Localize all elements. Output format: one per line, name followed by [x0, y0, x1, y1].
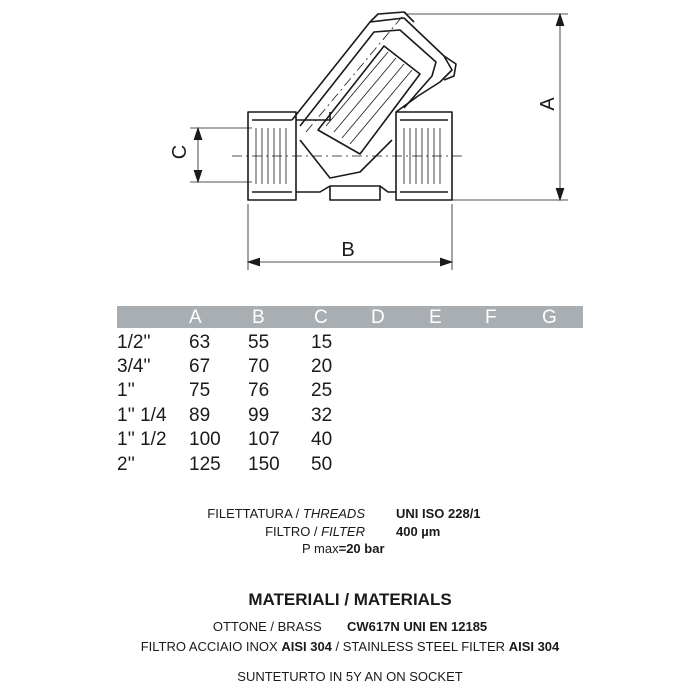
dimension-b-label: B	[341, 239, 355, 261]
c-cell: 50	[311, 454, 333, 475]
a-cell: 89	[189, 405, 211, 426]
size-cell: 1'' 1/4	[117, 405, 167, 426]
dimension-c-label: C	[169, 144, 191, 160]
a-cell: 125	[189, 454, 221, 475]
column-header-b: B	[252, 307, 265, 328]
column-header-a: A	[189, 307, 202, 328]
size-cell: 1/2''	[117, 332, 151, 353]
threads-label: FILETTATURA / THREADS	[207, 506, 365, 521]
c-cell: 20	[311, 356, 333, 377]
materials-title: MATERIALI / MATERIALS	[248, 590, 452, 609]
size-cell: 2''	[117, 454, 135, 475]
b-cell: 70	[248, 356, 270, 377]
table-header	[117, 306, 583, 328]
filter-value: 400 µm	[396, 524, 441, 539]
column-header-g: G	[542, 307, 557, 328]
a-cell: 100	[189, 429, 221, 450]
socket-note: SUNTETURTO IN 5Y AN ON SOCKET	[237, 669, 463, 684]
a-cell: 75	[189, 380, 211, 401]
threads-value: UNI ISO 228/1	[396, 506, 481, 521]
dimension-a-label: A	[537, 97, 559, 111]
c-cell: 25	[311, 380, 333, 401]
a-cell: 63	[189, 332, 211, 353]
size-cell: 3/4''	[117, 356, 151, 377]
b-cell: 99	[248, 405, 270, 426]
pmax-line: P max=20 bar	[302, 541, 385, 556]
filter-material-line: FILTRO ACCIAIO INOX AISI 304 / STAINLESS STEEL FILTER AISI 304	[140, 639, 560, 654]
filter-label: FILTRO / FILTER	[265, 524, 365, 539]
c-cell: 32	[311, 405, 333, 426]
size-cell: 1''	[117, 380, 135, 401]
c-cell: 40	[311, 429, 333, 450]
y-strainer-drawing	[0, 0, 700, 300]
size-cell: 1'' 1/2	[117, 429, 167, 450]
column-header-f: F	[485, 307, 497, 328]
brass-line: OTTONE / BRASS CW617N UNI EN 12185	[212, 619, 488, 634]
b-cell: 55	[248, 332, 270, 353]
b-cell: 107	[248, 429, 280, 450]
b-cell: 150	[248, 454, 280, 475]
column-header-d: D	[371, 307, 385, 328]
column-header-c: C	[314, 307, 328, 328]
a-cell: 67	[189, 356, 211, 377]
column-header-e: E	[429, 307, 442, 328]
c-cell: 15	[311, 332, 333, 353]
b-cell: 76	[248, 380, 270, 401]
